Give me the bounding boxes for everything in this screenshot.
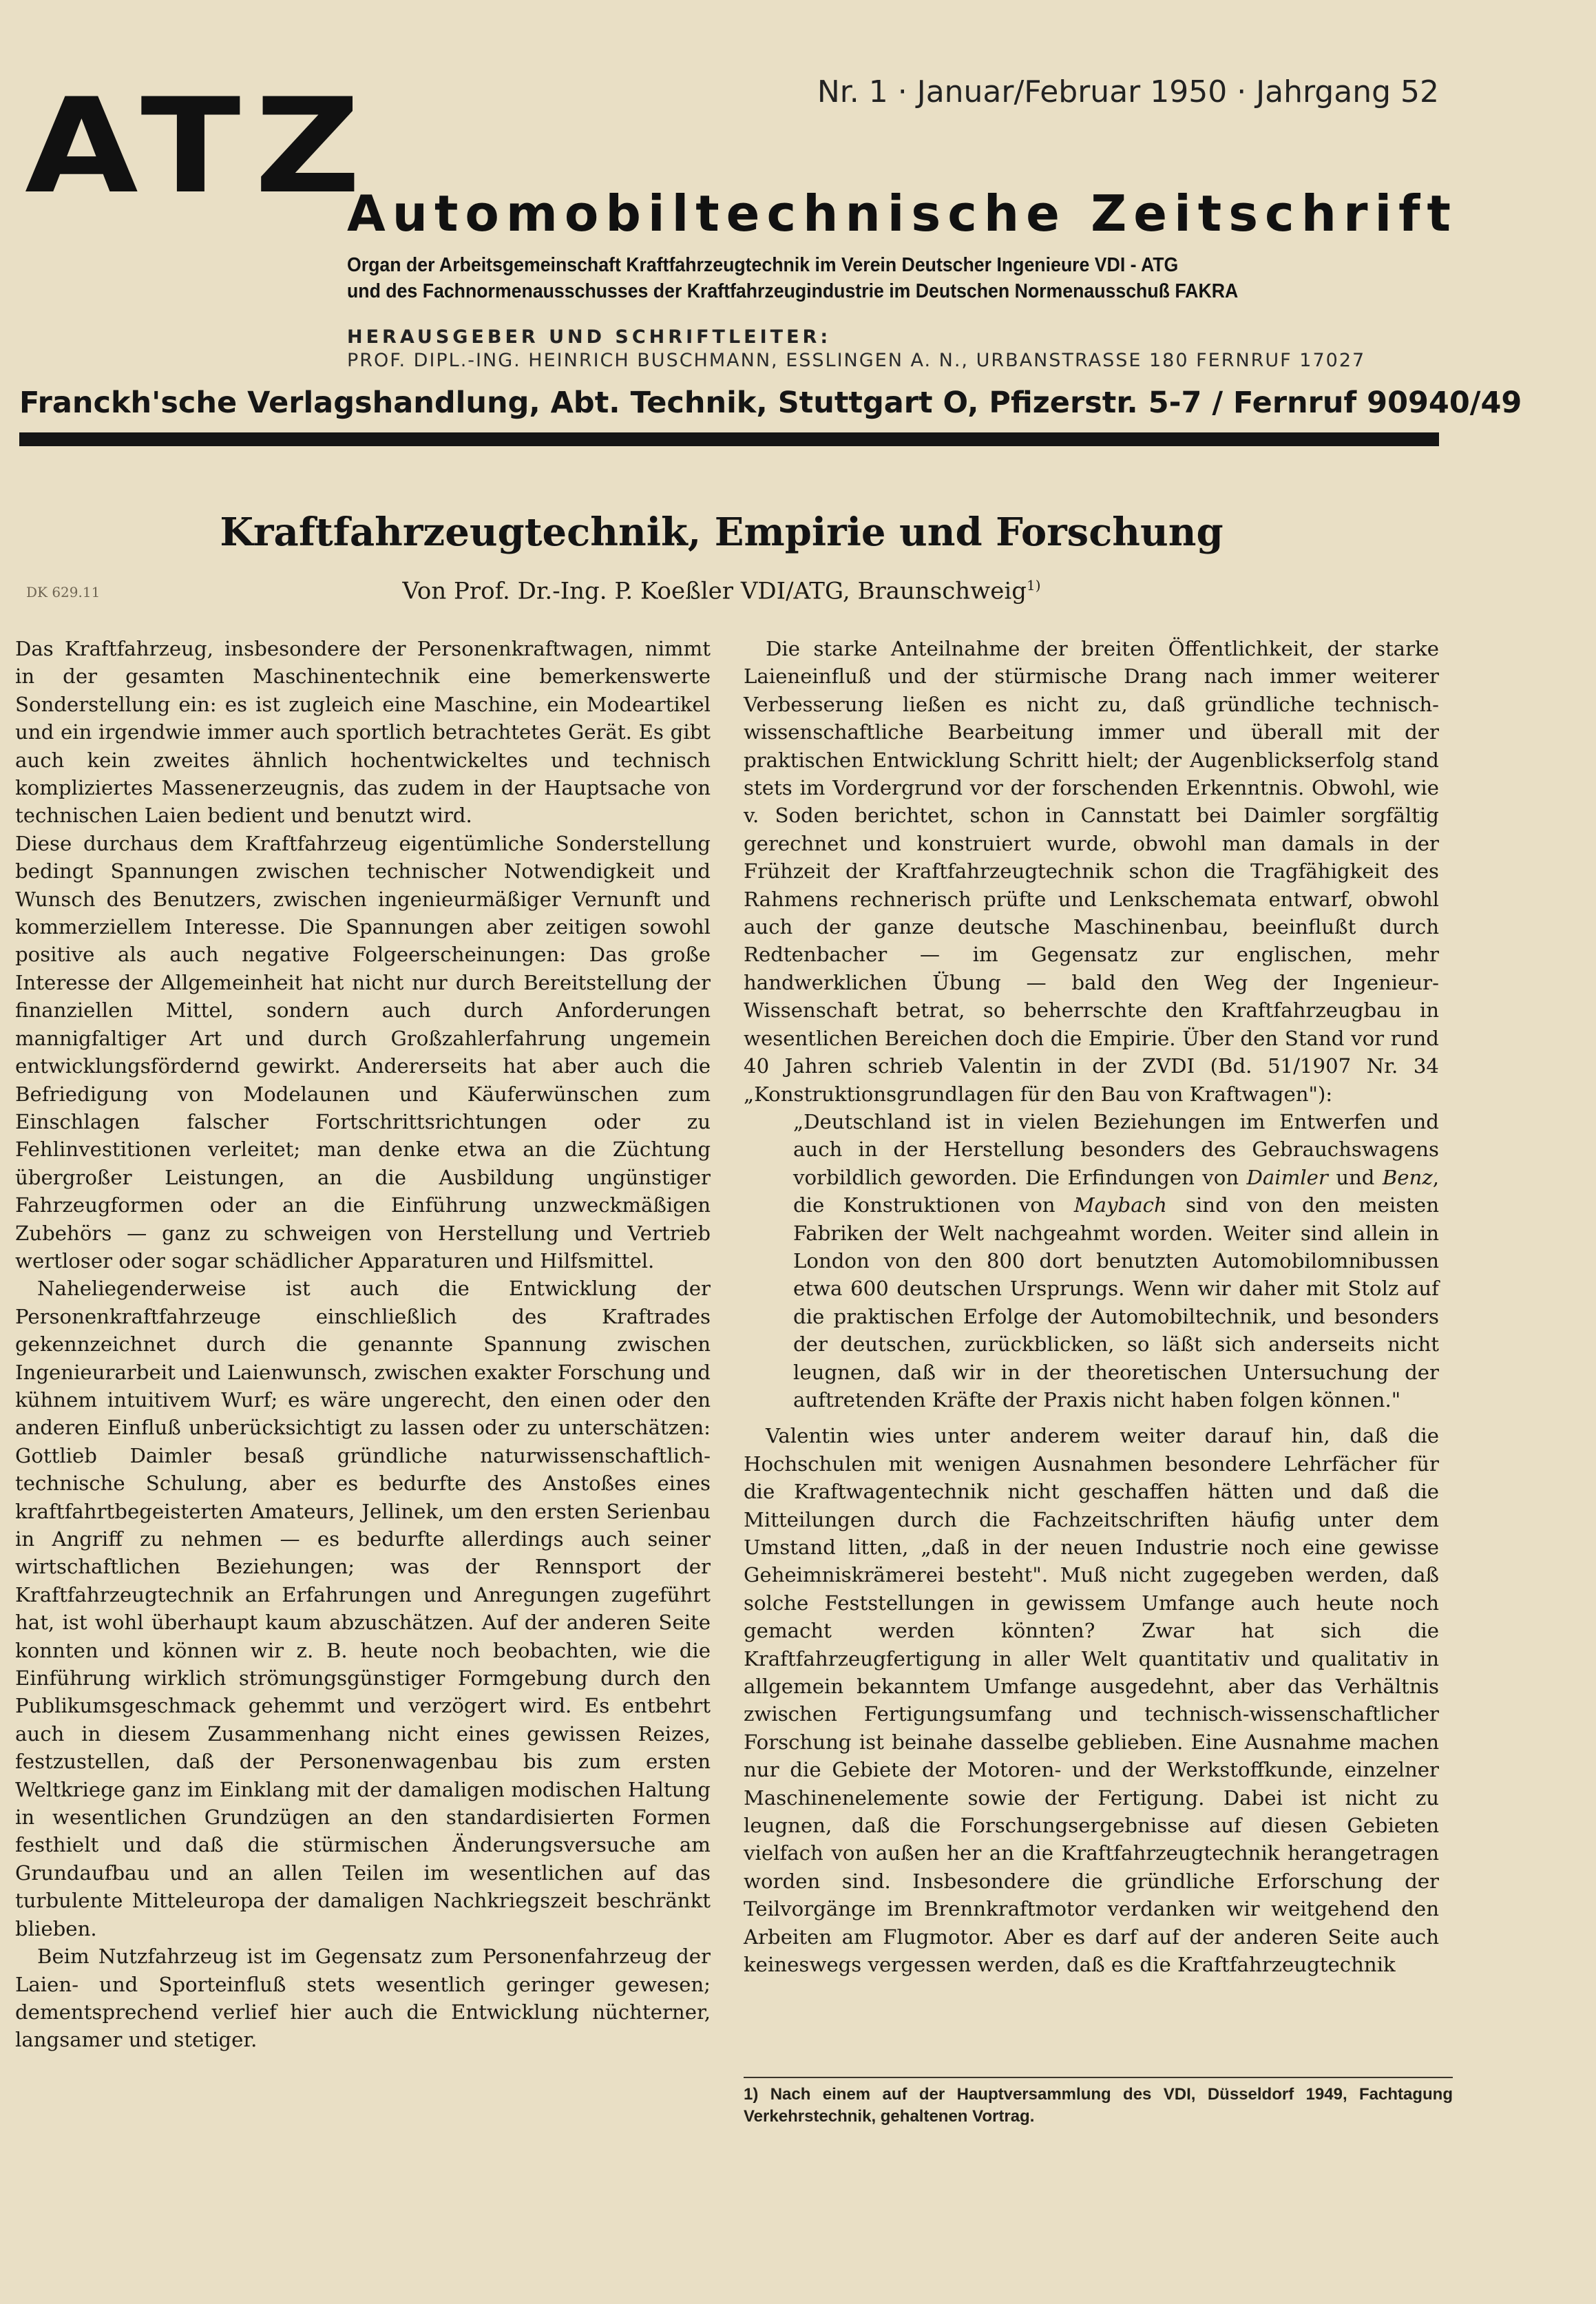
paragraph: Diese durchaus dem Kraftfahrzeug eigentümliche Sonderstellung bedingt Spannungen zwischen technischer Notwendigkeit und Wunsch des Benutzers, zwischen ingenieurmäßiger Vernunft und kommerziellem Interesse. Die Spannungen aber zeitigen sowohl positive als auch negative Folgeerscheinungen: Das große Interesse der Allgemeinheit hat nicht nur durch Bereitstellung der finanziellen Mittel, sondern auch durch Anforderungen mannigfaltiger Art und durch Großzahlerfahrung ungemein entwicklungsfördernd gewirkt. Andererseits hat aber auch die Befriedigung von Modelaunen und Käuferwünschen zum Einschlagen falscher Fortschrittsrichtungen oder zu Fehlinvestitionen verleitet; man denke etwa an die Züchtung übergroßer Leistungen, an die Ausbildung ungünstiger Fahrzeugformen oder an die Einführung unzweckmäßigen Zubehörs — ganz zu schweigen von Herstellung und Vertrieb wertloser oder sogar schädlicher Apparaturen und Hilfsmittel. [15,831,711,1273]
block-quote [744,1108,1439,1414]
issue-line: Nr. 1 · Januar/Februar 1950 · Jahrgang 52 [817,74,1439,109]
organ-line-2: und des Fachnormenausschusses der Kraftfahrzeugindustrie im Deutschen Normenausschuß FAKRA [347,280,1239,302]
byline-footnote-mark: 1) [1027,577,1041,594]
paragraph: Beim Nutzfahrzeug ist im Gegensatz zum Personenfahrzeug der Laien- und Sporteinfluß stets wesentlich geringer gewesen; dementsprechend verlief hier auch die Entwicklung nüchterner, langsamer und stetiger. [15,1945,711,2052]
journal-title: Automobiltechnische Zeitschrift [347,185,1458,242]
quote-name-benz: Benz [1382,1165,1433,1189]
quote-text: sind von den meisten Fabriken der Welt nachgeahmt worden. Weiter sind allein in London von den 800 dort benutzten Automobilomnibussen etwa 600 deutschen Ursprungs. Wenn wir daher mit Stolz auf die praktischen Erfolge der Automobiltechnik, und besonders der deutschen, zurückblicken, so läßt sich anderseits nicht leugnen, daß wir in der theoretischen Untersuchung der auftretenden Kräfte der Praxis nicht haben folgen können." [793,1193,1440,1412]
article-title: Kraftfahrzeugtechnik, Empirie und Forschung [220,510,1224,555]
quote-text: „Deutschland ist in vielen Beziehungen im Entwerfen und auch in der Herstellung besonders des Gebrauchswagens vorbildlich geworden. Die Erfindungen von [793,1109,1439,1189]
masthead-rule [19,432,1439,446]
quote-text: und [1336,1165,1375,1189]
editor-line: PROF. DIPL.-ING. HEINRICH BUSCHMANN, ESSLINGEN A. N., URBANSTRASSE 180 FERNRUF 17027 [347,350,1366,371]
left-column [15,635,711,2054]
dk-number: DK 629.11 [26,584,101,600]
paragraph: Valentin wies unter anderem weiter darauf hin, daß die Hochschulen mit wenigen Ausnahmen besondere Lehrfächer für die Kraftwagentechnik nicht geschaffen hätten und daß die Mitteilungen durch die Fachzeitschriften häufig unter dem Umstand litten, „daß in der neuen Industrie noch eine gewisse Geheimniskrämerei besteht". Muß nicht zugegeben werden, daß solche Feststellungen in gewissem Umfange auch heute noch gemacht werden könnten? Zwar hat sich die Kraftfahrzeugfertigung in aller Welt quantitativ und qualitativ in allgemein bekanntem Umfange ausgedehnt, aber das Verhältnis zwischen Fertigungsumfang und technisch-wissenschaftlicher Forschung ist beinahe dasselbe geblieben. Eine Ausnahme machen nur die Gebiete der Motoren- und der Werkstoffkunde, einzelner Maschinenelemente sowie der Fertigung. Dabei ist nicht zu leugnen, daß die Forschungsergebnisse auf diesen Gebieten vielfach von außen her an die Kraftfahrzeugtechnik herangetragen worden sind. Insbesondere die gründliche Erforschung der Teilvorgänge im Brennkraftmotor verdanken wir weitgehend den Arbeiten am Flugmotor. Aber es darf auf der anderen Seite auch keineswegs vergessen werden, daß es die Kraftfahrzeugtechnik [744,1424,1439,1977]
paragraph: Das Kraftfahrzeug, insbesondere der Personenkraftwagen, nimmt in der gesamten Maschinentechnik eine bemerkenswerte Sonderstellung ein: es ist zugleich eine Maschine, ein Modeartikel und ein irgendwie immer auch sportlich betrachtetes Gerät. Es gibt auch kein zweites ähnlich hochentwickeltes und technisch kompliziertes Massenerzeugnis, das zudem in der Hauptsache von technischen Laien bedient und benutzt wird. [15,637,711,828]
quote-name-maybach: Maybach [1073,1193,1167,1217]
quote-text: , die Konstruktionen von [793,1165,1440,1217]
publisher-line: Franckh'sche Verlagshandlung, Abt. Technik, Stuttgart O, Pfizerstr. 5-7 / Fernruf 90940/49 [19,386,1522,420]
footnote-rule [744,2077,1453,2078]
paragraph: Die starke Anteilnahme der breiten Öffentlichkeit, der starke Laieneinfluß und der stürmische Drang nach immer weiterer Verbesserung ließen es nicht zu, daß gründliche technisch-wissenschaftliche Bearbeitung immer und überall mit der praktischen Entwicklung Schritt hielt; der Augenblickserfolg stand stets im Vordergrund vor der forschenden Erkenntnis. Obwohl, wie v. Soden berichtet, schon in Cannstatt bei Daimler sorgfältig gerechnet und konstruiert wurde, obwohl man damals in der Frühzeit der Kraftfahrzeugtechnik schon die Tragfähigkeit des Rahmens rechnerisch prüfte und Lenkschemata entwarf, obwohl auch der ganze deutsche Maschinenbau, beeinflußt durch Redtenbacher — im Gegensatz zur englischen, mehr handwerklichen Übung — bald den Weg der Ingenieur-Wissenschaft betrat, so beherrschte den Kraftfahrzeugbau in wesentlichen Bereichen doch die Empirie. Über den Stand vor rund 40 Jahren schrieb Valentin in der ZVDI (Bd. 51/1907 Nr. 34 „Konstruktionsgrundlagen für den Bau von Kraftwagen"): [744,637,1439,1106]
paragraph: Naheliegenderweise ist auch die Entwicklung der Personenkraftfahrzeuge einschließlich des Kraftrades gekennzeichnet durch die genannte Spannung zwischen Ingenieurarbeit und Laienwunsch, zwischen exakter Forschung und kühnem intuitivem Wurf; es wäre ungerecht, den einen oder den anderen Einfluß unberücksichtigt zu lassen oder zu unterschätzen: Gottlieb Daimler besaß gründliche naturwissenschaftlich-technische Schulung, aber es bedurfte des Anstoßes eines kraftfahrtbegeisterten Amateurs, Jellinek, um den ersten Serienbau in Angriff zu nehmen — es bedurfte allerdings auch seiner wirtschaftlichen Beziehungen; was der Rennsport der Kraftfahrzeugtechnik an Erfahrungen und Anregungen zugeführt hat, ist wohl überhaupt kaum abzuschätzen. Auf der anderen Seite konnten und können wir z. B. heute noch beobachten, wie die Einführung wirklich strömungsgünstiger Formgebung durch den Publikumsgeschmack gehemmt und verzögert wird. Es entbehrt auch in diesem Zusammenhang nicht eines gewissen Reizes, festzustellen, daß der Personenwagenbau bis zum ersten Weltkriege ganz im Einklang mit der damaligen modischen Haltung in wesentlichen Grundzügen an den standardisierten Formen festhielt und daß die stürmischen Änderungsversuche am Grundaufbau und an allen Teilen im wesentlichen auf das turbulente Mitteleuropa der damaligen Nachkriegszeit beschränkt blieben. [15,1277,711,1940]
quote-name-daimler: Daimler [1246,1165,1328,1189]
organ-statement [347,252,1353,304]
organ-line-1: Organ der Arbeitsgemeinschaft Kraftfahrzeugtechnik im Verein Deutscher Ingenieure VDI - ATG [347,254,1179,276]
footnote: 1) Nach einem auf der Hauptversammlung des VDI, Düsseldorf 1949, Fachtagung Verkehrstechnik, gehaltenen Vortrag. [744,2085,1453,2126]
byline-text: Von Prof. Dr.-Ing. P. Koeßler VDI/ATG, Braunschweig [402,577,1027,605]
byline [0,577,1443,605]
atz-logo: ATZ [25,70,375,222]
right-column [744,635,1439,1979]
editor-label: HERAUSGEBER UND SCHRIFTLEITER: [347,326,832,348]
